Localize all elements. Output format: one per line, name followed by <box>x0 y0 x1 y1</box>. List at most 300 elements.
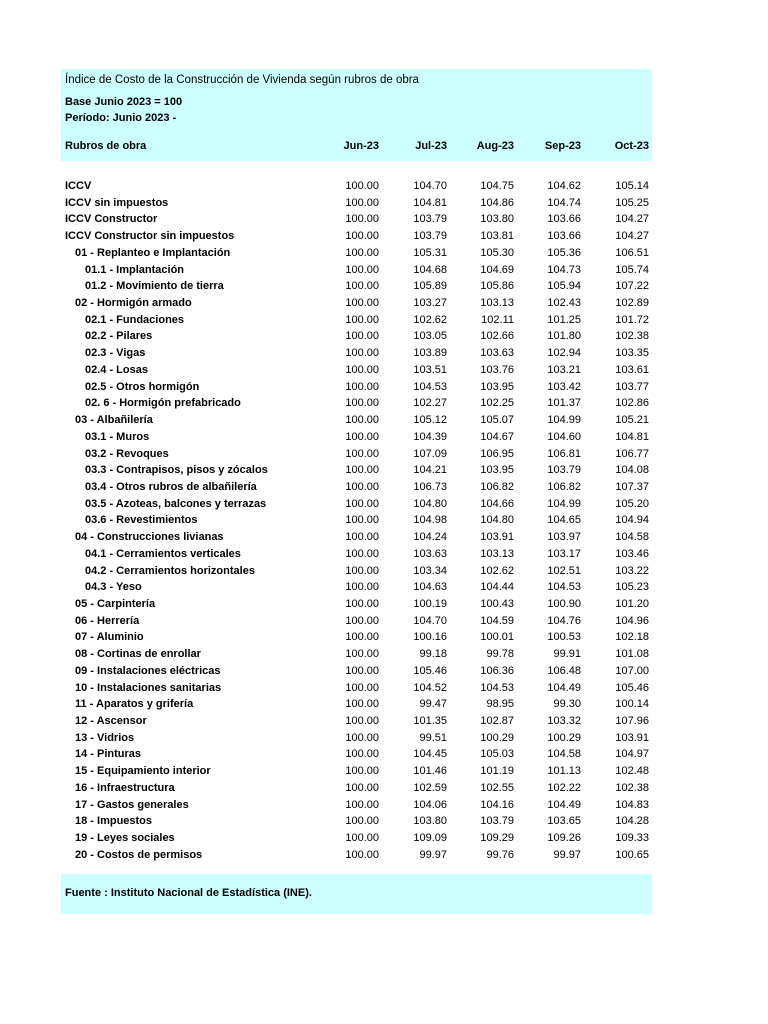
row-value: 107.09 <box>413 447 447 460</box>
row-value: 100.00 <box>345 447 379 460</box>
row-value: 107.37 <box>615 480 649 493</box>
table-row <box>61 228 652 245</box>
table-row <box>61 830 652 847</box>
row-value: 105.36 <box>547 246 581 259</box>
row-value: 104.73 <box>547 263 581 276</box>
table-row <box>61 345 652 362</box>
row-value: 105.03 <box>480 748 514 761</box>
row-value: 102.22 <box>547 781 581 794</box>
table-row <box>61 813 652 830</box>
row-value: 101.25 <box>547 313 581 326</box>
row-value: 104.74 <box>547 196 581 209</box>
row-value: 104.70 <box>413 614 447 627</box>
row-value: 100.00 <box>345 564 379 577</box>
row-value: 104.97 <box>615 748 649 761</box>
row-value: 104.49 <box>547 681 581 694</box>
table-row <box>61 479 652 496</box>
row-value: 102.38 <box>615 781 649 794</box>
row-value: 103.95 <box>480 380 514 393</box>
row-label: 06 - Herrería <box>75 614 140 627</box>
row-value: 100.00 <box>345 664 379 677</box>
row-value: 102.62 <box>413 313 447 326</box>
row-value: 103.35 <box>615 347 649 360</box>
row-value: 103.21 <box>547 363 581 376</box>
row-value: 105.07 <box>480 414 514 427</box>
row-value: 103.66 <box>547 213 581 226</box>
row-value: 100.19 <box>413 597 447 610</box>
row-value: 100.01 <box>480 631 514 644</box>
row-value: 100.65 <box>615 848 649 861</box>
table-row <box>61 262 652 279</box>
row-value: 100.00 <box>345 180 379 192</box>
table-row <box>61 763 652 780</box>
row-value: 100.00 <box>345 280 379 293</box>
table-row <box>61 546 652 563</box>
table-row <box>61 295 652 312</box>
row-label: 02.5 - Otros hormigón <box>85 380 200 393</box>
row-value: 100.00 <box>345 832 379 845</box>
row-value: 103.97 <box>547 531 581 544</box>
row-value: 103.34 <box>413 564 447 577</box>
row-value: 104.59 <box>480 614 514 627</box>
row-value: 107.96 <box>615 715 649 727</box>
table-header-block <box>61 69 652 161</box>
row-value: 100.00 <box>345 480 379 493</box>
table-row <box>61 195 652 212</box>
row-value: 103.80 <box>480 213 514 226</box>
row-value: 104.68 <box>413 263 447 276</box>
row-value: 100.00 <box>345 731 379 744</box>
row-value: 101.20 <box>615 597 649 610</box>
row-value: 100.00 <box>345 380 379 393</box>
row-label: ICCV <box>65 180 92 192</box>
row-value: 104.60 <box>547 430 581 443</box>
row-value: 104.81 <box>615 430 649 443</box>
row-value: 99.30 <box>553 698 581 711</box>
row-label: 09 - Instalaciones eléctricas <box>75 664 221 677</box>
row-label: 02.3 - Vigas <box>85 347 146 360</box>
row-label: 07 - Aluminio <box>75 631 144 644</box>
row-value: 100.00 <box>345 631 379 644</box>
row-value: 98.95 <box>486 698 514 711</box>
row-value: 105.86 <box>480 280 514 293</box>
row-value: 104.44 <box>480 581 514 594</box>
row-label: 03 - Albañilería <box>75 414 153 427</box>
row-value: 102.18 <box>615 631 649 644</box>
row-value: 100.43 <box>480 597 514 610</box>
row-value: 102.66 <box>480 330 514 343</box>
row-value: 106.95 <box>480 447 514 460</box>
row-value: 99.76 <box>486 848 514 861</box>
row-label: 02.1 - Fundaciones <box>85 313 185 326</box>
row-label: ICCV Constructor <box>65 213 158 226</box>
row-value: 102.87 <box>480 715 514 727</box>
row-value: 106.82 <box>480 480 514 493</box>
column-header-jul-23: Jul-23 <box>415 140 447 152</box>
row-value: 100.29 <box>480 731 514 744</box>
row-value: 105.20 <box>615 497 649 510</box>
row-value: 99.97 <box>553 848 581 861</box>
row-value: 106.82 <box>547 480 581 493</box>
row-value: 101.35 <box>413 715 447 727</box>
table-row <box>61 178 652 195</box>
row-value: 105.46 <box>413 664 447 677</box>
table-row <box>61 613 652 630</box>
row-value: 101.72 <box>615 313 649 326</box>
row-value: 100.00 <box>345 531 379 544</box>
row-value: 103.95 <box>480 464 514 477</box>
table-row <box>61 245 652 262</box>
row-value: 104.69 <box>480 263 514 276</box>
row-value: 100.00 <box>345 781 379 794</box>
table-row <box>61 379 652 396</box>
row-value: 104.63 <box>413 581 447 594</box>
row-value: 104.98 <box>413 514 447 527</box>
period-note: Período: Junio 2023 - <box>65 112 177 124</box>
row-value: 100.00 <box>345 414 379 427</box>
table-row <box>61 512 652 529</box>
row-value: 103.79 <box>413 230 447 243</box>
row-value: 104.21 <box>413 464 447 477</box>
table-row <box>61 579 652 596</box>
row-value: 104.80 <box>480 514 514 527</box>
row-value: 103.13 <box>480 547 514 560</box>
row-value: 100.00 <box>345 597 379 610</box>
row-value: 100.00 <box>345 430 379 443</box>
row-value: 107.22 <box>615 280 649 293</box>
row-label: 16 - Infraestructura <box>75 781 175 794</box>
table-row <box>61 429 652 446</box>
row-value: 104.08 <box>615 464 649 477</box>
row-label: 03.1 - Muros <box>85 430 150 443</box>
row-value: 100.00 <box>345 514 379 527</box>
row-value: 102.11 <box>481 313 514 326</box>
row-value: 104.83 <box>615 798 649 811</box>
column-header-rubros: Rubros de obra <box>65 140 147 152</box>
row-value: 100.00 <box>345 213 379 226</box>
table-row <box>61 680 652 697</box>
table-row <box>61 328 652 345</box>
table-row <box>61 780 652 797</box>
row-value: 100.00 <box>345 648 379 661</box>
table-row <box>61 746 652 763</box>
row-label: 11 - Aparatos y grifería <box>75 698 194 711</box>
row-value: 100.29 <box>547 731 581 744</box>
row-value: 100.14 <box>615 698 649 711</box>
table-row <box>61 211 652 228</box>
row-label: 02.4 - Losas <box>85 363 148 376</box>
row-label: 03.5 - Azoteas, balcones y terrazas <box>85 497 267 510</box>
row-label: 15 - Equipamiento interior <box>75 765 211 778</box>
row-label: 18 - Impuestos <box>75 815 153 828</box>
table-row <box>61 629 652 646</box>
row-value: 104.53 <box>480 681 514 694</box>
row-value: 101.19 <box>480 765 514 778</box>
row-value: 105.46 <box>615 681 649 694</box>
table-row <box>61 362 652 379</box>
table-row <box>61 412 652 429</box>
row-value: 102.25 <box>480 397 514 410</box>
row-value: 102.62 <box>480 564 514 577</box>
row-value: 99.47 <box>419 698 447 711</box>
row-value: 100.00 <box>345 748 379 761</box>
row-label: 04.2 - Cerramientos horizontales <box>85 564 255 577</box>
table-row <box>61 663 652 680</box>
row-value: 103.89 <box>413 347 447 360</box>
row-label: 02. 6 - Hormigón prefabricado <box>85 397 241 410</box>
row-value: 104.39 <box>413 430 447 443</box>
row-value: 101.08 <box>615 648 649 661</box>
column-header-aug-23: Aug-23 <box>476 140 514 152</box>
row-value: 103.46 <box>615 547 649 560</box>
row-value: 103.79 <box>413 213 447 226</box>
row-value: 104.58 <box>547 748 581 761</box>
row-value: 103.05 <box>413 330 447 343</box>
row-value: 103.91 <box>480 531 514 544</box>
row-value: 105.89 <box>413 280 447 293</box>
row-label: 19 - Leyes sociales <box>75 832 175 845</box>
row-value: 99.91 <box>553 648 581 661</box>
row-value: 101.37 <box>547 397 581 410</box>
table-row <box>61 696 652 713</box>
row-label: 01.1 - Implantación <box>85 263 185 276</box>
row-value: 102.38 <box>615 330 649 343</box>
table-row <box>61 446 652 463</box>
row-value: 103.77 <box>615 380 649 393</box>
column-header-sep-23: Sep-23 <box>544 140 581 152</box>
row-value: 100.00 <box>345 363 379 376</box>
source-note: Fuente : Instituto Nacional de Estadística (INE). <box>65 887 312 899</box>
row-value: 104.76 <box>547 614 581 627</box>
row-value: 100.00 <box>345 848 379 861</box>
row-value: 100.00 <box>345 464 379 477</box>
row-value: 100.90 <box>547 597 581 610</box>
row-value: 104.99 <box>547 497 581 510</box>
row-value: 102.51 <box>547 564 581 577</box>
row-value: 100.00 <box>345 230 379 243</box>
row-label: 13 - Vidrios <box>75 731 135 744</box>
table-footer-block <box>61 874 652 914</box>
row-value: 103.61 <box>615 363 649 376</box>
row-label: 14 - Pinturas <box>75 748 142 761</box>
row-value: 103.27 <box>413 297 447 310</box>
column-header-oct-23: Oct-23 <box>614 140 649 152</box>
table-row <box>61 312 652 329</box>
row-value: 104.53 <box>547 581 581 594</box>
row-value: 101.13 <box>547 765 581 778</box>
row-value: 104.62 <box>547 180 581 192</box>
row-value: 104.65 <box>547 514 581 527</box>
row-value: 100.00 <box>345 196 379 209</box>
row-value: 103.79 <box>547 464 581 477</box>
table-row <box>61 462 652 479</box>
row-value: 104.58 <box>615 531 649 544</box>
row-value: 99.78 <box>486 648 514 661</box>
row-label: ICCV sin impuestos <box>65 196 169 209</box>
row-value: 99.18 <box>419 648 447 661</box>
row-label: ICCV Constructor sin impuestos <box>65 230 235 243</box>
row-value: 106.81 <box>547 447 581 460</box>
row-value: 99.97 <box>419 848 447 861</box>
table-row <box>61 847 652 864</box>
row-value: 103.65 <box>547 815 581 828</box>
row-value: 103.63 <box>413 547 447 560</box>
table-row <box>61 646 652 663</box>
row-label: 04.3 - Yeso <box>85 581 142 594</box>
row-value: 100.00 <box>345 263 379 276</box>
row-value: 104.27 <box>615 213 649 226</box>
row-value: 104.80 <box>413 497 447 510</box>
row-value: 102.86 <box>615 397 649 410</box>
row-value: 109.33 <box>615 832 649 845</box>
table-row <box>61 529 652 546</box>
row-value: 104.66 <box>480 497 514 510</box>
row-value: 103.42 <box>547 380 581 393</box>
row-value: 103.63 <box>480 347 514 360</box>
row-value: 104.49 <box>547 798 581 811</box>
row-value: 109.29 <box>480 832 514 845</box>
row-value: 104.86 <box>480 196 514 209</box>
row-value: 104.28 <box>615 815 649 828</box>
row-value: 104.24 <box>413 531 447 544</box>
row-value: 102.89 <box>615 297 649 310</box>
row-value: 106.36 <box>480 664 514 677</box>
row-value: 100.00 <box>345 798 379 811</box>
row-value: 100.00 <box>345 547 379 560</box>
row-value: 106.48 <box>547 664 581 677</box>
row-value: 105.23 <box>615 581 649 594</box>
row-value: 101.46 <box>413 765 447 778</box>
table-row <box>61 278 652 295</box>
row-value: 100.00 <box>345 497 379 510</box>
row-value: 100.16 <box>413 631 447 644</box>
row-value: 101.80 <box>547 330 581 343</box>
row-value: 104.96 <box>615 614 649 627</box>
row-label: 04 - Construcciones livianas <box>75 531 224 544</box>
table-title: Índice de Costo de la Construcción de Vivienda según rubros de obra <box>65 74 419 86</box>
row-value: 109.26 <box>547 832 581 845</box>
row-value: 105.12 <box>413 414 447 427</box>
row-value: 104.70 <box>413 180 447 192</box>
row-value: 100.00 <box>345 297 379 310</box>
row-value: 103.17 <box>547 547 581 560</box>
row-value: 102.55 <box>480 781 514 794</box>
row-value: 105.74 <box>615 263 649 276</box>
row-value: 104.67 <box>480 430 514 443</box>
table-row <box>61 596 652 613</box>
row-value: 102.94 <box>547 347 581 360</box>
row-label: 05 - Carpintería <box>75 597 156 610</box>
row-value: 103.81 <box>480 230 514 243</box>
row-label: 03.2 - Revoques <box>85 447 169 460</box>
table-row <box>61 563 652 580</box>
row-value: 105.31 <box>413 246 447 259</box>
row-value: 103.66 <box>547 230 581 243</box>
row-value: 100.00 <box>345 581 379 594</box>
row-value: 100.00 <box>345 815 379 828</box>
row-value: 100.00 <box>345 715 379 727</box>
row-value: 100.00 <box>345 347 379 360</box>
row-value: 105.14 <box>615 180 649 192</box>
row-label: 02 - Hormigón armado <box>75 297 192 310</box>
row-value: 106.73 <box>413 480 447 493</box>
row-label: 10 - Instalaciones sanitarias <box>75 681 222 694</box>
row-value: 104.75 <box>480 180 514 192</box>
row-value: 103.32 <box>547 715 581 727</box>
base-note: Base Junio 2023 = 100 <box>65 96 183 108</box>
row-label: 03.3 - Contrapisos, pisos y zócalos <box>85 464 268 477</box>
row-label: 03.6 - Revestimientos <box>85 514 198 527</box>
row-value: 104.06 <box>413 798 447 811</box>
row-value: 104.16 <box>480 798 514 811</box>
row-value: 102.43 <box>547 297 581 310</box>
row-value: 103.51 <box>413 363 447 376</box>
row-value: 104.45 <box>413 748 447 761</box>
table-row <box>61 713 652 730</box>
row-value: 104.52 <box>413 681 447 694</box>
row-value: 105.94 <box>547 280 581 293</box>
row-label: 01.2 - Movimiento de tierra <box>85 280 224 293</box>
row-value: 103.22 <box>615 564 649 577</box>
row-value: 100.00 <box>345 681 379 694</box>
row-label: 17 - Gastos generales <box>75 798 189 811</box>
row-value: 105.25 <box>615 196 649 209</box>
row-value: 100.00 <box>345 614 379 627</box>
row-value: 104.99 <box>547 414 581 427</box>
table-row <box>61 496 652 513</box>
row-value: 99.51 <box>419 731 447 744</box>
table-row <box>61 395 652 412</box>
column-header-jun-23: Jun-23 <box>343 140 379 152</box>
row-value: 104.94 <box>615 514 649 527</box>
row-value: 106.51 <box>615 246 649 259</box>
table-body <box>61 178 652 863</box>
row-value: 100.00 <box>345 698 379 711</box>
table-row <box>61 797 652 814</box>
row-value: 100.00 <box>345 330 379 343</box>
row-label: 02.2 - Pilares <box>85 330 153 343</box>
row-value: 103.76 <box>480 363 514 376</box>
row-value: 109.09 <box>413 832 447 845</box>
row-value: 106.77 <box>615 447 649 460</box>
row-value: 100.00 <box>345 246 379 259</box>
row-label: 20 - Costos de permisos <box>75 848 203 861</box>
row-label: 12 - Ascensor <box>75 715 147 727</box>
row-value: 100.53 <box>547 631 581 644</box>
row-value: 107.00 <box>615 664 649 677</box>
table-row <box>61 730 652 747</box>
row-value: 105.21 <box>615 414 649 427</box>
row-value: 100.00 <box>345 765 379 778</box>
row-label: 08 - Cortinas de enrollar <box>75 648 201 661</box>
row-label: 03.4 - Otros rubros de albañilería <box>85 480 257 493</box>
row-value: 100.00 <box>345 397 379 410</box>
row-value: 102.27 <box>413 397 447 410</box>
row-value: 105.30 <box>480 246 514 259</box>
row-value: 103.80 <box>413 815 447 828</box>
row-value: 104.27 <box>615 230 649 243</box>
row-label: 01 - Replanteo e Implantación <box>75 246 231 259</box>
row-value: 100.00 <box>345 313 379 326</box>
row-value: 103.79 <box>480 815 514 828</box>
row-value: 103.91 <box>615 731 649 744</box>
row-value: 103.13 <box>480 297 514 310</box>
row-value: 102.48 <box>615 765 649 778</box>
row-value: 104.81 <box>413 196 447 209</box>
row-value: 102.59 <box>413 781 447 794</box>
row-value: 104.53 <box>413 380 447 393</box>
row-label: 04.1 - Cerramientos verticales <box>85 547 241 560</box>
